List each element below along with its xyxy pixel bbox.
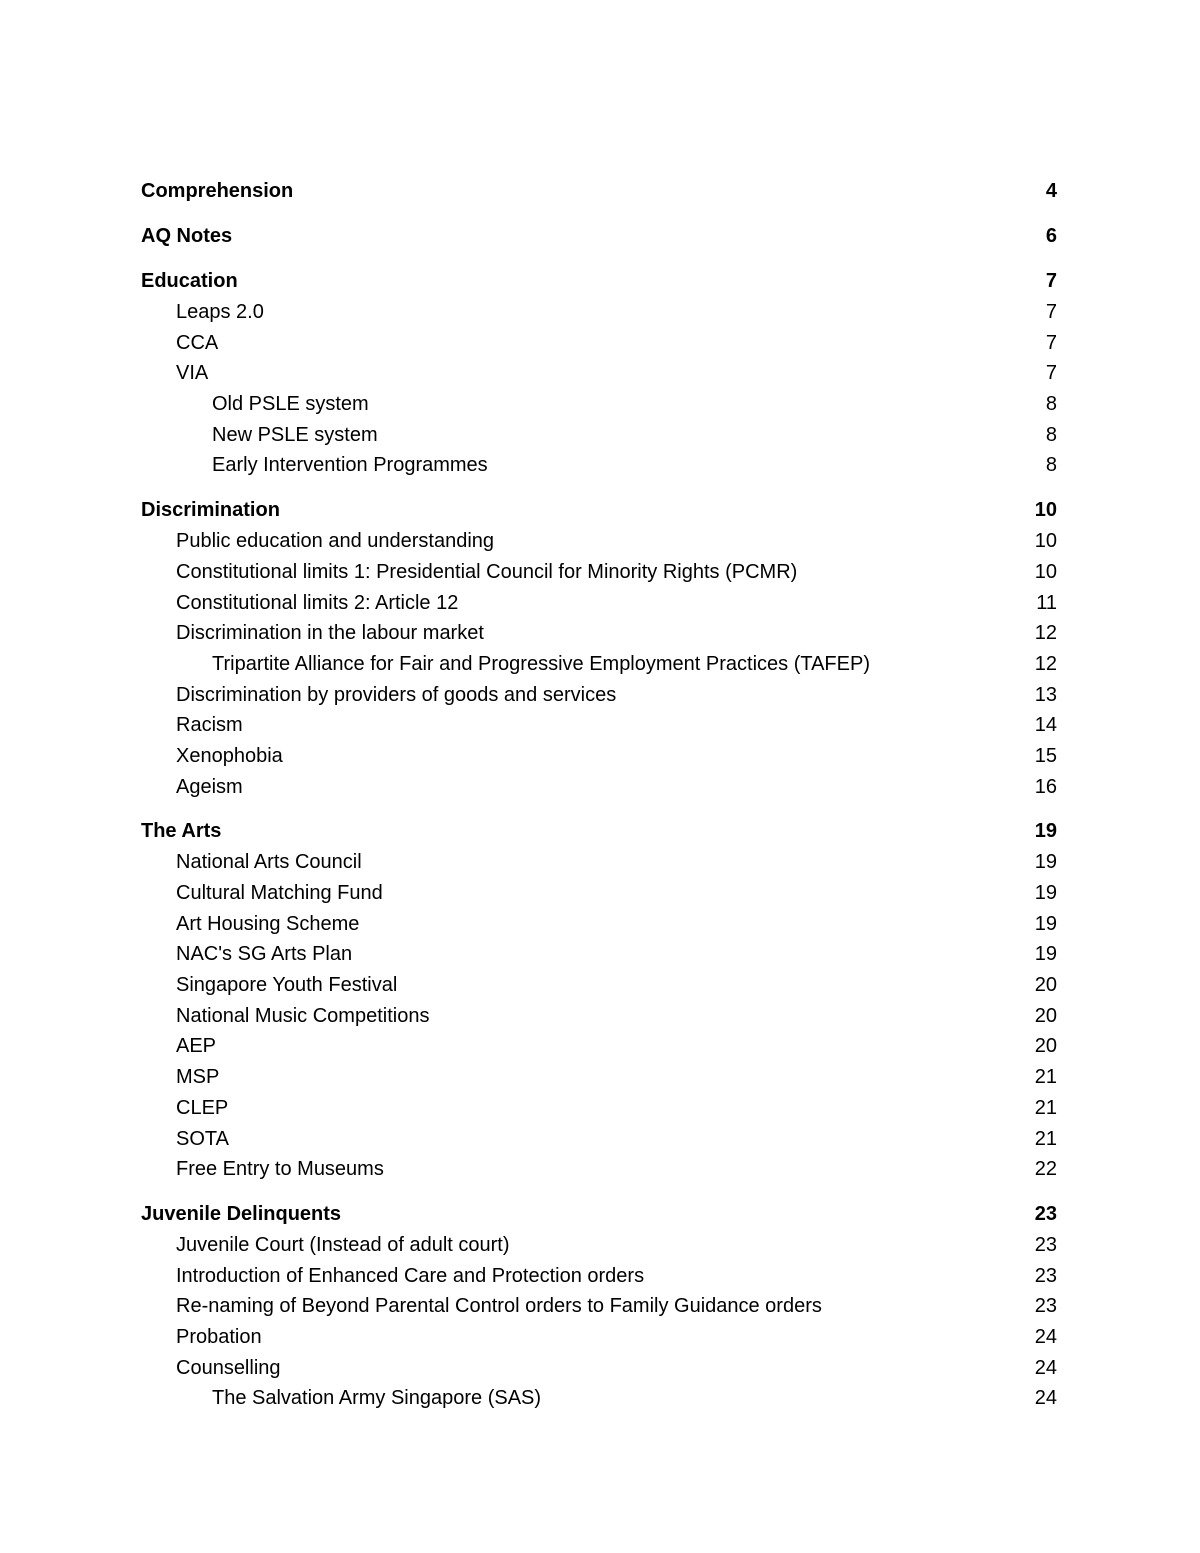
toc-entry[interactable] [141, 1124, 1057, 1155]
toc-entry-title: Discrimination in the labour market [176, 622, 484, 645]
toc-entry-title: AEP [176, 1035, 217, 1058]
toc-entry-title: Re-naming of Beyond Parental Control orders to Family Guidance orders [176, 1295, 822, 1318]
toc-entry[interactable] [141, 1031, 1057, 1062]
toc-entry-page-number: 21 [1034, 1066, 1057, 1089]
toc-entry[interactable] [141, 297, 1057, 328]
toc-entry[interactable] [141, 909, 1057, 940]
toc-entry-page-number: 7 [1045, 331, 1057, 354]
toc-subentry[interactable] [141, 450, 1057, 481]
toc-entry-title: Introduction of Enhanced Care and Protection orders [176, 1264, 645, 1287]
toc-entry-page-number: 10 [1034, 499, 1057, 522]
toc-entry-title: Cultural Matching Fund [176, 882, 383, 904]
toc-section-heading[interactable] [141, 221, 1057, 252]
toc-entry-page-number: 15 [1034, 744, 1057, 767]
toc-entry-page-number: 20 [1034, 1004, 1057, 1027]
toc-section-heading[interactable] [141, 495, 1057, 526]
toc-entry-page-number: 19 [1034, 820, 1057, 843]
toc-entry-title: Tripartite Alliance for Fair and Progressive Employment Practices (TAFEP) [212, 652, 870, 675]
toc-entry-title: Ageism [176, 775, 243, 798]
toc-entry[interactable] [141, 588, 1057, 619]
toc-entry[interactable] [141, 710, 1057, 741]
toc-entry[interactable] [141, 1291, 1057, 1322]
toc-subentry[interactable] [141, 389, 1057, 420]
table-of-contents [141, 176, 1057, 1414]
toc-entry-title: National Music Competitions [176, 1004, 430, 1027]
toc-entry-title: Racism [176, 714, 243, 737]
toc-entry-page-number: 19 [1034, 882, 1057, 904]
toc-entry-page-number: 24 [1034, 1387, 1057, 1410]
toc-entry[interactable] [141, 1230, 1057, 1261]
toc-entry-page-number: 8 [1045, 454, 1057, 477]
toc-entry-title: Free Entry to Museums [176, 1158, 384, 1181]
toc-entry-page-number: 7 [1045, 270, 1057, 292]
toc-entry-page-number: 19 [1034, 912, 1057, 935]
toc-subentry[interactable] [141, 649, 1057, 680]
toc-entry[interactable] [141, 847, 1057, 878]
toc-entry-page-number: 24 [1034, 1325, 1057, 1348]
toc-entry-page-number: 16 [1034, 775, 1057, 798]
toc-entry-page-number: 23 [1034, 1295, 1057, 1318]
toc-entry[interactable] [141, 358, 1057, 389]
toc-entry-title: Comprehension [141, 180, 294, 202]
toc-entry-title: Juvenile Delinquents [141, 1202, 342, 1225]
toc-entry-title: National Arts Council [176, 851, 362, 874]
toc-entry-title: VIA [176, 362, 209, 385]
toc-entry-page-number: 7 [1045, 301, 1057, 323]
toc-entry[interactable] [141, 1062, 1057, 1093]
toc-entry-page-number: 8 [1045, 423, 1057, 446]
toc-entry[interactable] [141, 1093, 1057, 1124]
toc-entry-title: Art Housing Scheme [176, 912, 360, 935]
toc-entry[interactable] [141, 741, 1057, 772]
toc-entry-page-number: 10 [1034, 530, 1057, 553]
toc-entry-title: NAC's SG Arts Plan [176, 943, 353, 966]
toc-entry[interactable] [141, 680, 1057, 711]
toc-entry-title: Discrimination by providers of goods and services [176, 683, 617, 706]
toc-entry-title: Early Intervention Programmes [212, 454, 488, 477]
toc-entry-page-number: 4 [1045, 180, 1057, 202]
toc-entry-title: Leaps 2.0 [176, 301, 264, 323]
toc-section-heading[interactable] [141, 816, 1057, 847]
toc-entry-title: The Salvation Army Singapore (SAS) [212, 1387, 542, 1410]
toc-entry-page-number: 21 [1034, 1127, 1057, 1150]
toc-entry-title: CLEP [176, 1096, 229, 1119]
toc-entry-title: Discrimination [141, 499, 280, 522]
toc-entry[interactable] [141, 1322, 1057, 1353]
toc-entry-page-number: 21 [1034, 1096, 1057, 1119]
toc-entry[interactable] [141, 1261, 1057, 1292]
toc-entry-page-number: 23 [1034, 1202, 1057, 1225]
toc-entry-page-number: 14 [1034, 714, 1057, 737]
toc-entry-page-number: 19 [1034, 943, 1057, 966]
toc-entry-title: AQ Notes [141, 225, 233, 247]
toc-entry-page-number: 23 [1034, 1264, 1057, 1287]
toc-section-heading[interactable] [141, 1199, 1057, 1230]
toc-entry-page-number: 13 [1034, 683, 1057, 706]
toc-entry-title: Juvenile Court (Instead of adult court) [176, 1233, 510, 1256]
toc-entry[interactable] [141, 878, 1057, 909]
toc-entry[interactable] [141, 1353, 1057, 1384]
toc-entry-title: Constitutional limits 2: Article 12 [176, 591, 459, 614]
toc-entry[interactable] [141, 618, 1057, 649]
toc-entry-page-number: 10 [1034, 560, 1057, 583]
toc-entry-title: The Arts [141, 820, 222, 843]
toc-entry[interactable] [141, 1154, 1057, 1185]
toc-entry-page-number: 20 [1034, 1035, 1057, 1058]
toc-subentry[interactable] [141, 1383, 1057, 1414]
toc-entry-page-number: 7 [1045, 362, 1057, 385]
toc-entry-title: Old PSLE system [212, 393, 369, 416]
toc-section-heading[interactable] [141, 266, 1057, 297]
toc-entry[interactable] [141, 526, 1057, 557]
toc-entry-title: SOTA [176, 1127, 229, 1150]
toc-entry-page-number: 8 [1045, 393, 1057, 416]
toc-entry-title: MSP [176, 1066, 220, 1089]
toc-entry-page-number: 19 [1034, 851, 1057, 874]
toc-entry-title: Counselling [176, 1356, 281, 1379]
toc-entry-title: Constitutional limits 1: Presidential Council for Minority Rights (PCMR) [176, 560, 798, 583]
toc-entry-page-number: 11 [1036, 591, 1057, 614]
toc-entry-page-number: 6 [1045, 225, 1057, 247]
toc-entry-page-number: 23 [1034, 1233, 1057, 1256]
toc-subentry[interactable] [141, 420, 1057, 451]
toc-entry-title: Public education and understanding [176, 530, 495, 553]
toc-entry-title: Probation [176, 1325, 262, 1348]
toc-entry-title: Singapore Youth Festival [176, 974, 398, 997]
toc-section-heading[interactable] [141, 176, 1057, 207]
toc-entry-page-number: 24 [1034, 1356, 1057, 1379]
toc-entry-page-number: 12 [1034, 622, 1057, 645]
toc-entry-page-number: 12 [1034, 652, 1057, 675]
toc-entry-title: Education [141, 270, 238, 292]
toc-entry[interactable] [141, 772, 1057, 803]
toc-entry-title: CCA [176, 331, 219, 354]
toc-entry-page-number: 22 [1034, 1158, 1057, 1181]
toc-entry[interactable] [141, 939, 1057, 970]
toc-entry-title: Xenophobia [176, 744, 283, 767]
toc-entry[interactable] [141, 557, 1057, 588]
toc-entry[interactable] [141, 328, 1057, 359]
toc-entry[interactable] [141, 970, 1057, 1001]
toc-entry-title: New PSLE system [212, 423, 378, 446]
toc-entry-page-number: 20 [1034, 974, 1057, 997]
toc-entry[interactable] [141, 1001, 1057, 1032]
